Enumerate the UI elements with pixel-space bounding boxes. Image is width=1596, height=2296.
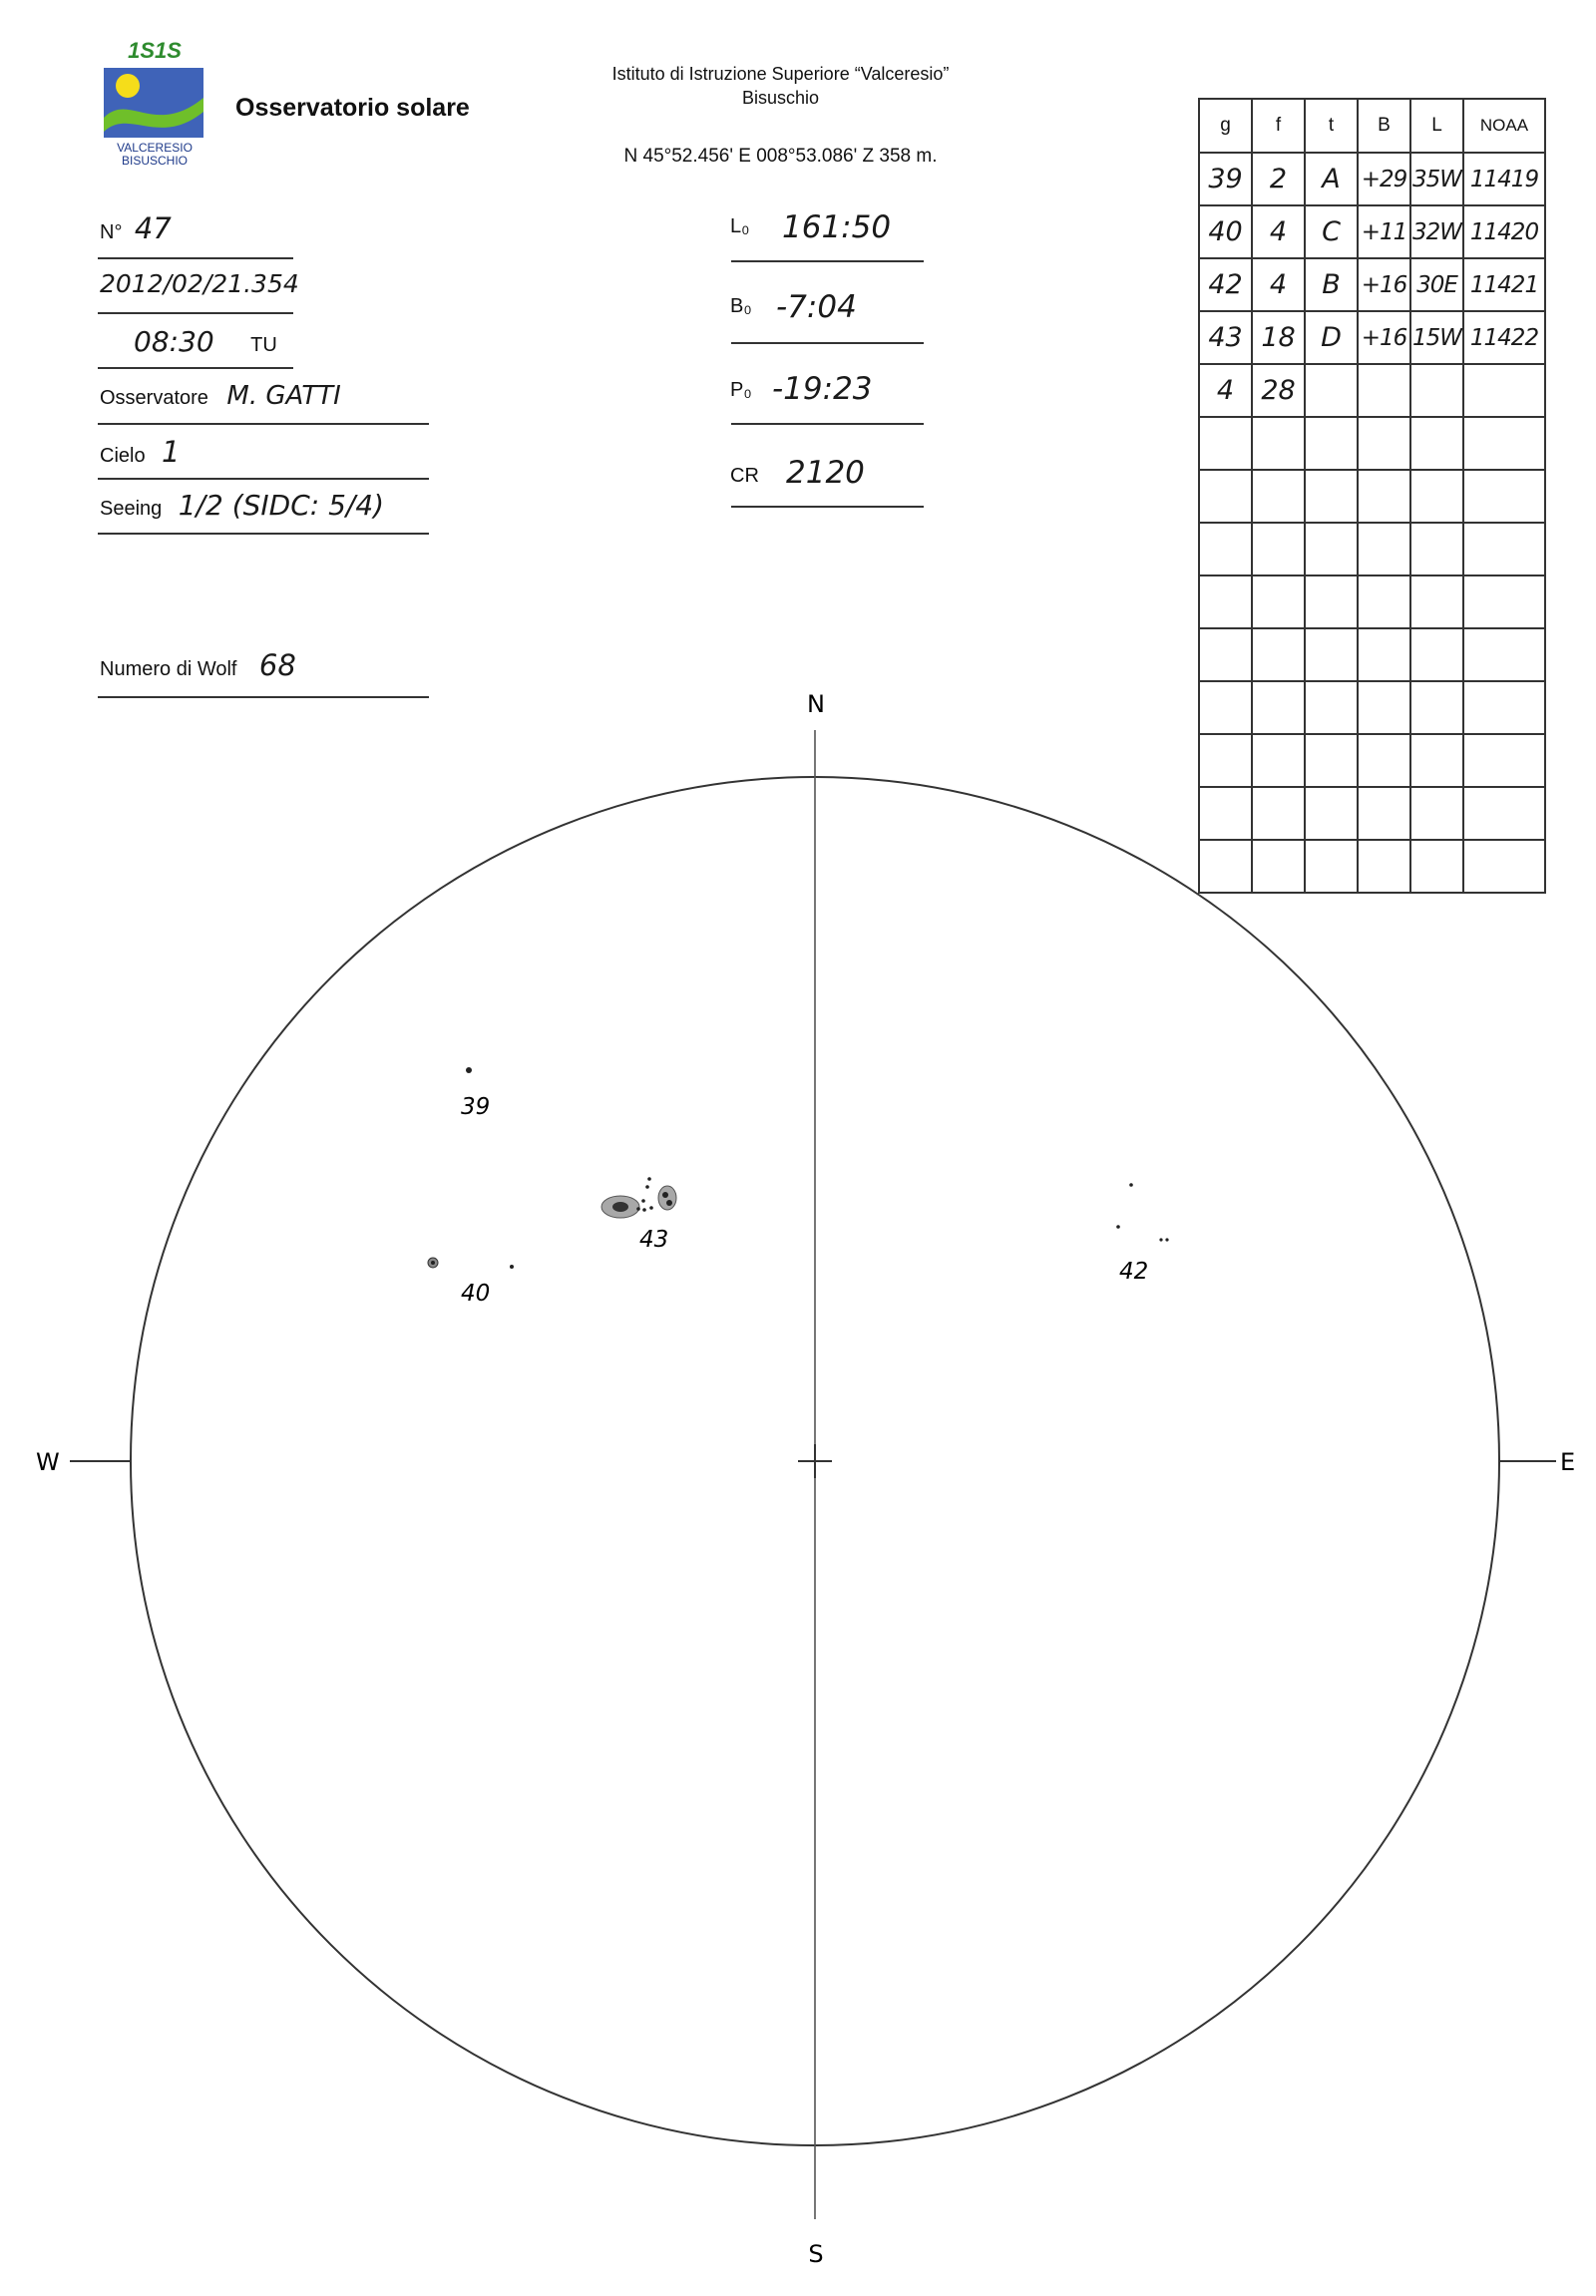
wolf-value: 68: [258, 648, 296, 682]
col-header-l: L: [1410, 99, 1463, 153]
table-cell: 11421: [1463, 258, 1545, 311]
wolf-label: Numero di Wolf: [100, 658, 237, 680]
site-coordinates: N 45°52.456' E 008°53.086' Z 358 m.: [623, 146, 938, 167]
table-cell: +11: [1358, 205, 1410, 258]
table-cell: 15W: [1410, 311, 1463, 364]
table-cell: C: [1305, 205, 1358, 258]
table-cell: +16: [1358, 258, 1410, 311]
logo-caption-line2: BISUSCHIO: [121, 154, 188, 168]
p0-label: P₀: [730, 379, 752, 401]
number-label: N°: [100, 221, 123, 243]
sunspot-40-b: [510, 1265, 514, 1269]
group-label-43: 43: [639, 1227, 669, 1253]
col-header-g: g: [1199, 99, 1252, 153]
sunspot-42-a: [1129, 1183, 1133, 1187]
sunspot-43-g: [649, 1206, 653, 1210]
table-cell: 40: [1199, 205, 1252, 258]
table-cell: 4: [1199, 364, 1252, 417]
table-cell: 18: [1252, 311, 1305, 364]
svg-text:1S1S: 1S1S: [128, 40, 182, 63]
table-cell: D: [1305, 311, 1358, 364]
sunspot-43-umbra-b1: [662, 1192, 668, 1198]
seeing-value: 1/2 (SIDC: 5/4): [178, 489, 385, 522]
table-cell: 32W: [1410, 205, 1463, 258]
table-cell: 2: [1252, 153, 1305, 205]
table-cell: 28: [1252, 364, 1305, 417]
table-cell: 11422: [1463, 311, 1545, 364]
table-cell: 4: [1252, 258, 1305, 311]
table-cell: 42: [1199, 258, 1252, 311]
sunspot-42-c: [1159, 1238, 1162, 1241]
p0-value: -19:23: [772, 371, 873, 407]
table-cell: 11420: [1463, 205, 1545, 258]
observer-label: Osservatore: [100, 387, 208, 409]
col-header-f: f: [1252, 99, 1305, 153]
group-label-40: 40: [461, 1281, 491, 1307]
sunspot-42-d: [1165, 1238, 1168, 1241]
sunspot-39: [466, 1067, 472, 1073]
l0-value: 161:50: [782, 209, 892, 245]
institute-line1: Istituto di Istruzione Superiore “Valceresio”: [611, 64, 950, 84]
sunspot-43-penumbra-b: [658, 1186, 676, 1210]
number-value: 47: [134, 211, 172, 245]
table-cell: 4: [1252, 205, 1305, 258]
observer-value: M. GATTI: [226, 381, 341, 411]
l0-label: L₀: [730, 215, 750, 237]
sunspot-43-umbra-b2: [666, 1200, 672, 1206]
table-cell: +29: [1358, 153, 1410, 205]
table-cell: B: [1305, 258, 1358, 311]
sunspot-43-d: [645, 1185, 649, 1189]
b0-label: B₀: [730, 295, 752, 317]
cr-value: 2120: [786, 455, 865, 491]
west-label: W: [36, 1448, 60, 1476]
observatory-title: Osservatorio solare: [235, 94, 470, 122]
sky-value: 1: [162, 435, 181, 469]
group-label-39: 39: [461, 1094, 491, 1120]
col-header-b: B: [1358, 99, 1410, 153]
sunspot-43-umbra-a: [612, 1202, 628, 1212]
date-value: 2012/02/21.354: [100, 269, 299, 298]
group-label-42: 42: [1119, 1259, 1149, 1285]
sunspot-43-f: [642, 1208, 646, 1212]
cr-label: CR: [730, 465, 759, 487]
sky-label: Cielo: [100, 445, 146, 467]
table-cell: 43: [1199, 311, 1252, 364]
col-header-t: t: [1305, 99, 1358, 153]
table-cell: A: [1305, 153, 1358, 205]
b0-value: -7:04: [776, 289, 857, 325]
logo-caption-line1: VALCERESIO: [117, 141, 193, 155]
sunspot-42-b: [1116, 1225, 1120, 1229]
time-value: 08:30: [134, 325, 214, 358]
table-cell: 35W: [1410, 153, 1463, 205]
north-label: N: [807, 690, 825, 718]
table-cell: 30E: [1410, 258, 1463, 311]
table-cell: 11419: [1463, 153, 1545, 205]
table-cell: +16: [1358, 311, 1410, 364]
sunspot-43-h: [636, 1207, 640, 1211]
table-cell: 39: [1199, 153, 1252, 205]
col-header-noaa: NOAA: [1463, 99, 1545, 153]
sunspot-43-e: [641, 1199, 645, 1203]
seeing-label: Seeing: [100, 498, 163, 520]
sunspot-40-umbra: [431, 1261, 435, 1265]
sunspot-43-c: [647, 1177, 651, 1181]
south-label: S: [808, 2240, 824, 2268]
east-label: E: [1560, 1448, 1576, 1476]
time-unit: TU: [250, 334, 277, 356]
institute-line2: Bisuschio: [741, 88, 820, 108]
